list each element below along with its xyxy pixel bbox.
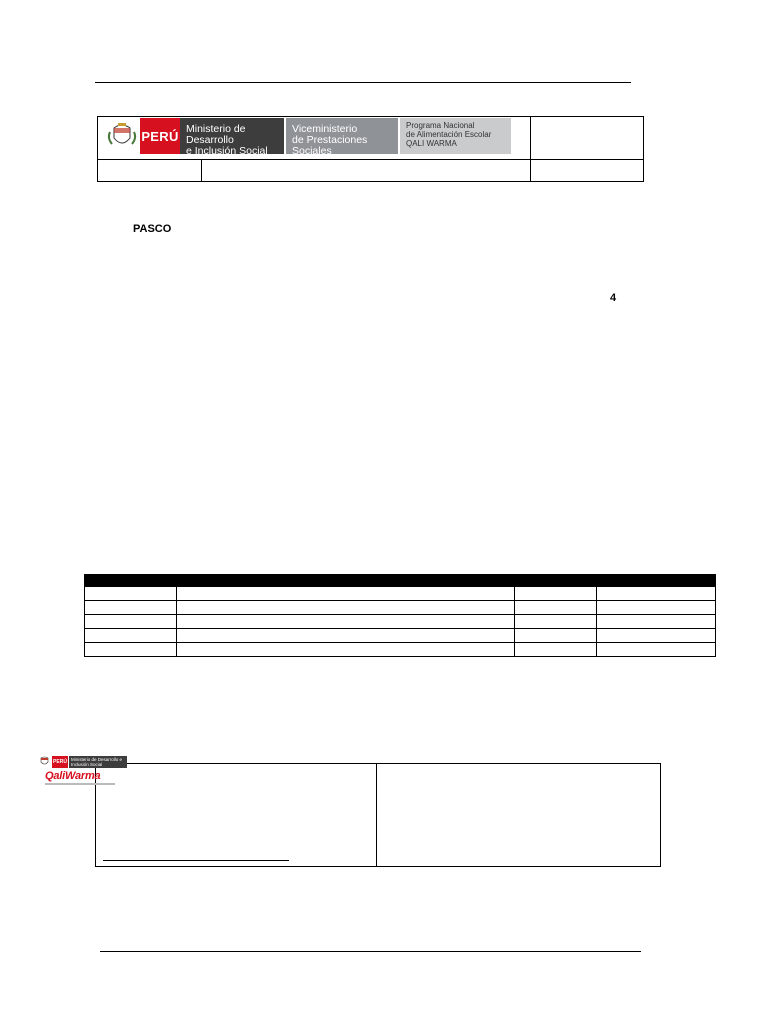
- table-cell: [515, 615, 597, 629]
- table-cell: [515, 643, 597, 657]
- table-cell: [515, 587, 597, 601]
- header-cell-divider: [201, 159, 202, 182]
- table-cell: [597, 587, 716, 601]
- vice-line-1: Viceministerio: [292, 123, 358, 135]
- table-cell: [85, 587, 177, 601]
- table-cell: [597, 643, 716, 657]
- institution-logo-strip: [104, 118, 522, 157]
- bottom-rule: [100, 951, 641, 952]
- header-divider: [530, 116, 531, 182]
- table-row: [85, 629, 716, 643]
- qaliwarma-brand: QaliWarma: [45, 770, 101, 782]
- data-table: [84, 574, 716, 657]
- table-cell: [177, 601, 515, 615]
- table-header-cell: [597, 575, 716, 587]
- table-cell: [177, 629, 515, 643]
- ministry-line-2: e Inclusión Social: [186, 145, 268, 157]
- program-line-3: QALI WARMA: [406, 139, 457, 148]
- qaliwarma-peru-label: PERÚ: [52, 756, 68, 768]
- program-line-1: Programa Nacional: [406, 121, 475, 130]
- signature-box-divider: [376, 763, 377, 867]
- table-header-cell: [515, 575, 597, 587]
- table-cell: [85, 601, 177, 615]
- region-label: PASCO: [133, 223, 172, 235]
- coat-of-arms-icon: [104, 118, 140, 154]
- table-cell: [85, 643, 177, 657]
- table-header-row: [85, 575, 716, 587]
- program-label: [400, 118, 511, 154]
- table-cell: [597, 615, 716, 629]
- table-row: [85, 601, 716, 615]
- table-header-cell: [177, 575, 515, 587]
- table-row: [85, 643, 716, 657]
- qaliwarma-logo: [36, 754, 128, 788]
- table-cell: [177, 587, 515, 601]
- viceministry-label: [286, 118, 398, 157]
- table-cell: [515, 601, 597, 615]
- table-row: [85, 587, 716, 601]
- table-header-cell: [85, 575, 177, 587]
- number-label: 4: [610, 292, 617, 304]
- table-cell: [515, 629, 597, 643]
- table-row: [85, 615, 716, 629]
- table-cell: [177, 615, 515, 629]
- vice-line-2: de Prestaciones Sociales: [292, 134, 368, 157]
- header-row-divider: [97, 159, 644, 160]
- table-cell: [85, 615, 177, 629]
- peru-label: PERÚ: [140, 118, 180, 154]
- ministry-line-1: Ministerio de Desarrollo: [186, 123, 246, 146]
- table-cell: [597, 629, 716, 643]
- qaliwarma-tagline: [45, 783, 115, 785]
- table-cell: [85, 629, 177, 643]
- table-cell: [597, 601, 716, 615]
- top-rule: [95, 82, 631, 83]
- qaliwarma-ministry-label: Ministerio de Desarrollo e Inclusión Social: [69, 756, 127, 768]
- coat-of-arms-icon: [38, 755, 51, 768]
- program-line-2: de Alimentación Escolar: [406, 130, 492, 139]
- ministry-label: [180, 118, 284, 157]
- table-cell: [177, 643, 515, 657]
- signature-line: [103, 860, 289, 861]
- signature-box: [95, 763, 661, 867]
